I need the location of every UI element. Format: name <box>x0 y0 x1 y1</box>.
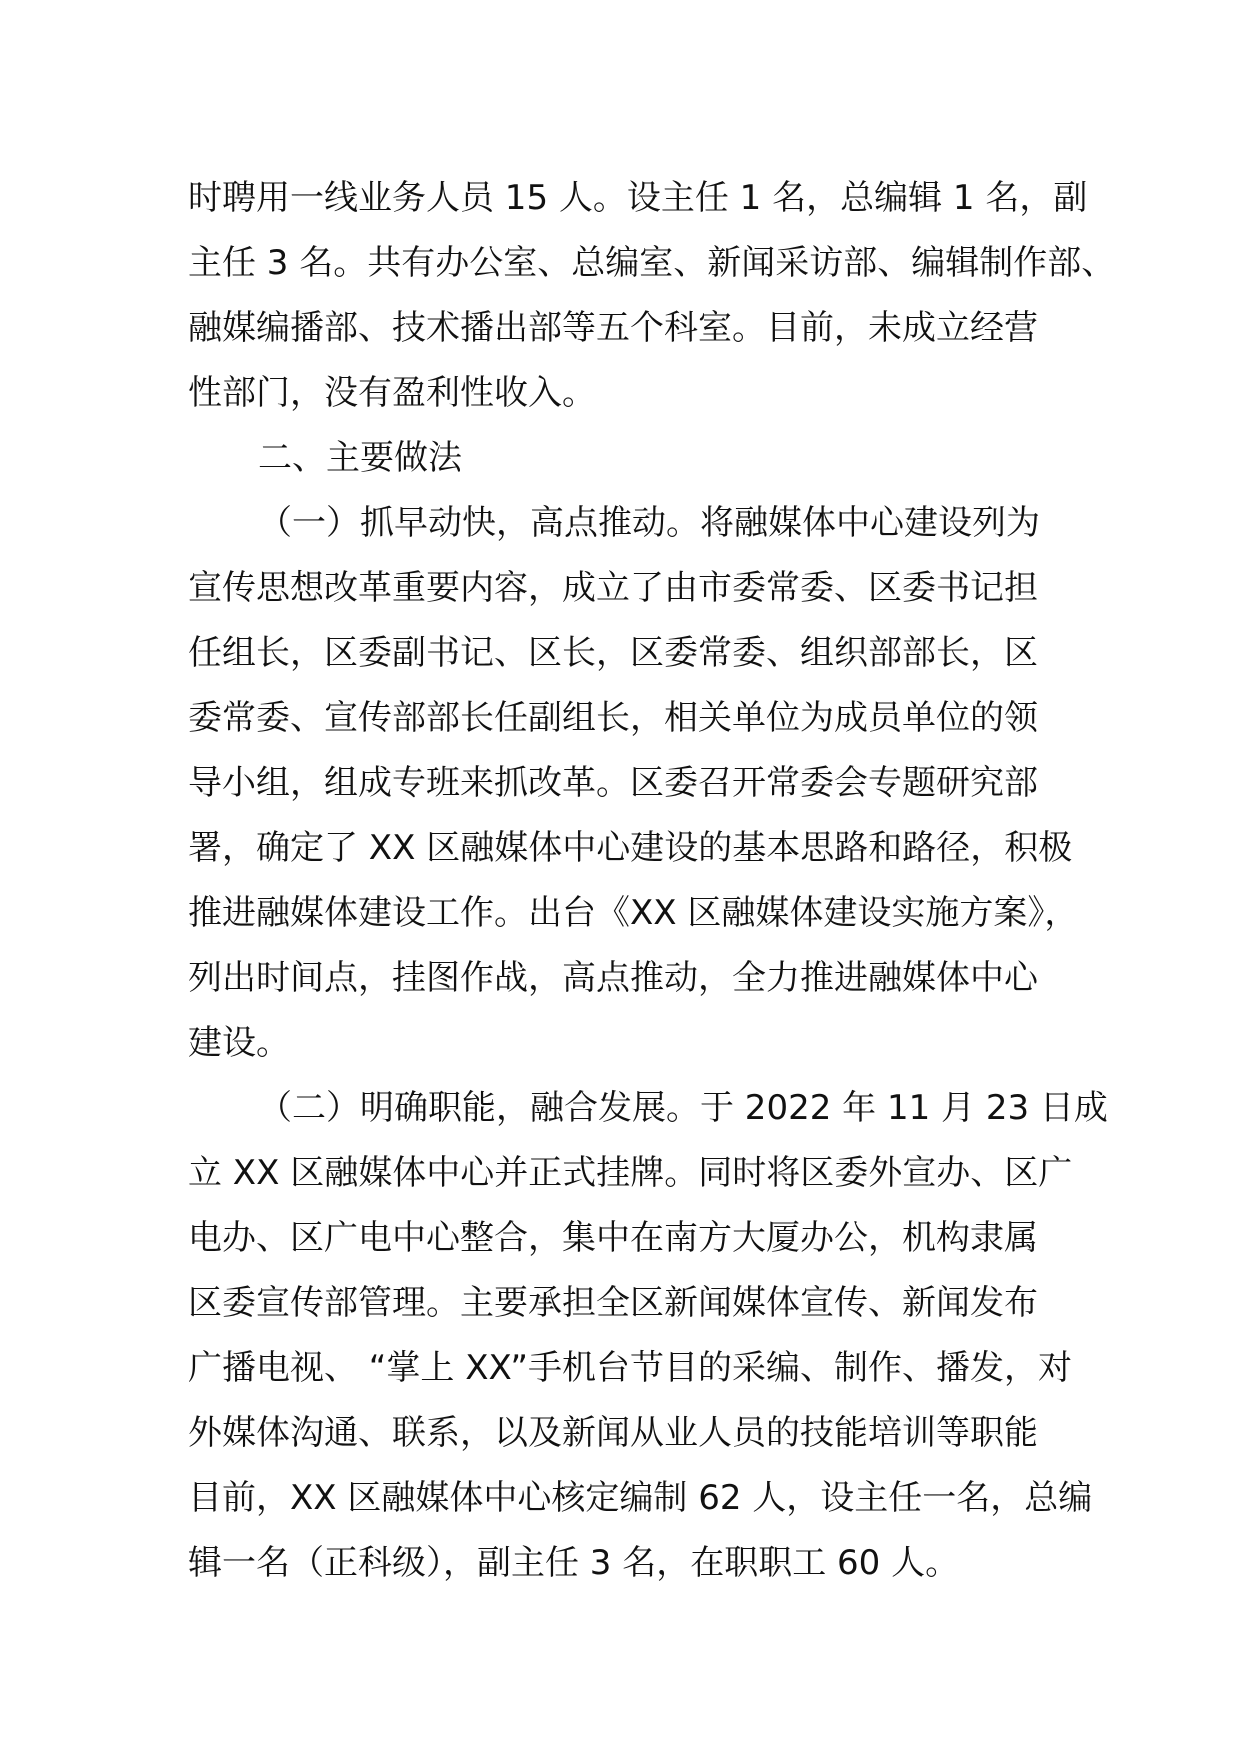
text-line: 任组长，区委副书记、区长，区委常委、组织部部长，区 <box>188 633 1038 673</box>
text-line: 导小组，组成专班来抓改革。区委召开常委会专题研究部 <box>188 763 1038 803</box>
text-line: 宣传思想改革重要内容，成立了由市委常委、区委书记担 <box>188 568 1038 608</box>
text-line: 立 XX 区融媒体中心并正式挂牌。同时将区委外宣办、区广 <box>188 1153 1073 1193</box>
text-line: 时聘用一线业务人员 15 人。设主任 1 名，总编辑 1 名，副 <box>188 178 1088 218</box>
text-line: 电办、区广电中心整合，集中在南方大厦办公，机构隶属 <box>188 1218 1038 1258</box>
text-line: 目前，XX 区融媒体中心核定编制 62 人，设主任一名，总编 <box>188 1478 1093 1518</box>
text-line: 建设。 <box>188 1023 290 1063</box>
text-line: 署，确定了 XX 区融媒体中心建设的基本思路和路径，积极 <box>188 828 1073 868</box>
text-line: 主任 3 名。共有办公室、总编室、新闻采访部、编辑制作部、 <box>188 243 1116 283</box>
body-text <box>188 166 1116 1596</box>
text-line: 列出时间点，挂图作战，高点推动，全力推进融媒体中心 <box>188 958 1038 998</box>
text-line: 外媒体沟通、联系，以及新闻从业人员的技能培训等职能 <box>188 1413 1038 1453</box>
paragraph-start: （一）抓早动快，高点推动。将融媒体中心建设列为 <box>258 503 1040 543</box>
section-heading: 二、主要做法 <box>258 438 462 478</box>
text-line: 融媒编播部、技术播出部等五个科室。目前，未成立经营 <box>188 308 1038 348</box>
text-line: 性部门，没有盈利性收入。 <box>188 373 596 413</box>
text-line: 区委宣传部管理。主要承担全区新闻媒体宣传、新闻发布 <box>188 1283 1038 1323</box>
text-line: 广播电视、 “掌上 XX”手机台节目的采编、制作、播发，对 <box>188 1348 1073 1388</box>
text-line: 委常委、宣传部部长任副组长，相关单位为成员单位的领 <box>188 698 1038 738</box>
text-line: 辑一名（正科级），副主任 3 名，在职职工 60 人。 <box>188 1543 960 1583</box>
paragraph-start: （二）明确职能，融合发展。于 2022 年 11 月 23 日成 <box>258 1088 1108 1128</box>
text-line: 推进融媒体建设工作。出台《XX 区融媒体建设实施方案》， <box>188 893 1079 933</box>
